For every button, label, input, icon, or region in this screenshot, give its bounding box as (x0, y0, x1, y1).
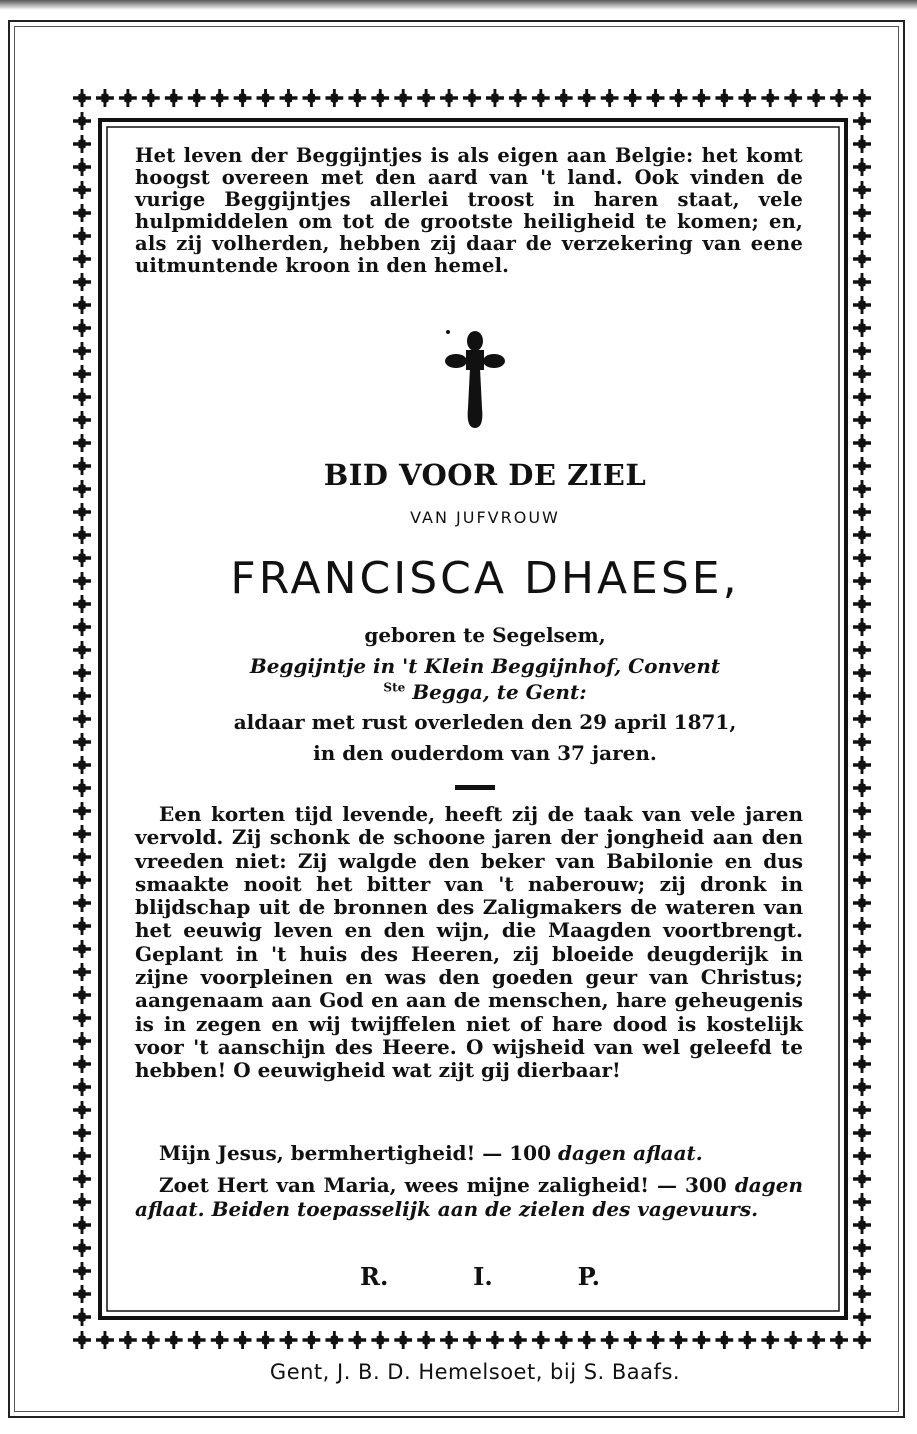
ste-superscript: Ste (383, 680, 406, 695)
border-cross-ornament (830, 89, 848, 107)
rip-p: P. (577, 1262, 600, 1291)
convent-line-2-text: Begga, te Gent: (412, 680, 587, 704)
border-cross-ornament (73, 319, 91, 337)
border-cross-ornament (532, 1331, 550, 1349)
border-cross-ornament (73, 181, 91, 199)
printer-imprint: Gent, J. B. D. Hemelsoet, bij S. Baafs. (269, 1360, 681, 1384)
border-cross-ornament (73, 710, 91, 728)
border-cross-ornament (853, 112, 871, 130)
border-cross-ornament (211, 89, 229, 107)
age-line: in den ouderdom van 37 jaren. (313, 741, 657, 765)
death-line: aldaar met rust overleden den 29 april 1871, (233, 710, 737, 734)
border-cross-ornament (325, 1331, 343, 1349)
border-cross-ornament (73, 411, 91, 429)
ejaculation-1-indulgence: dagen aflaat. (557, 1141, 703, 1165)
border-cross-ornament (73, 1193, 91, 1211)
border-cross-ornament (142, 89, 160, 107)
border-cross-ornament (142, 1331, 160, 1349)
border-cross-ornament (440, 89, 458, 107)
border-cross-ornament (463, 89, 481, 107)
border-cross-ornament (692, 1331, 710, 1349)
border-cross-ornament (853, 1239, 871, 1257)
border-cross-ornament (73, 1078, 91, 1096)
border-cross-ornament (853, 411, 871, 429)
border-cross-ornament (853, 1193, 871, 1211)
border-cross-ornament (853, 434, 871, 452)
border-cross-ornament (257, 1331, 275, 1349)
border-cross-ornament (73, 756, 91, 774)
border-cross-ornament (73, 1009, 91, 1027)
border-cross-ornament (647, 1331, 665, 1349)
border-cross-ornament (601, 1331, 619, 1349)
border-cross-ornament (73, 480, 91, 498)
border-cross-ornament (73, 135, 91, 153)
border-cross-ornament (853, 158, 871, 176)
border-cross-ornament (853, 1009, 871, 1027)
border-cross-ornament (624, 1331, 642, 1349)
border-cross-ornament (73, 917, 91, 935)
border-cross-ornament (417, 89, 435, 107)
ejaculation-2-text: Zoet Hert van Maria, wees mijne zaligheid! — 300 (159, 1173, 727, 1197)
border-cross-ornament (853, 1308, 871, 1326)
border-cross-ornament (73, 342, 91, 360)
border-cross-ornament (555, 89, 573, 107)
border-cross-ornament (73, 825, 91, 843)
border-cross-ornament (417, 1331, 435, 1349)
border-cross-ornament (73, 1032, 91, 1050)
rip (360, 1262, 600, 1291)
border-cross-ornament (302, 1331, 320, 1349)
border-cross-ornament (853, 181, 871, 199)
border-cross-ornament (853, 89, 871, 107)
border-cross-ornament (73, 618, 91, 636)
border-cross-ornament (348, 1331, 366, 1349)
border-cross-ornament (73, 1285, 91, 1303)
border-cross-ornament (119, 89, 137, 107)
border-cross-ornament (73, 1170, 91, 1188)
convent-line-2 (105, 680, 865, 704)
separator-bar (455, 785, 495, 790)
border-cross-ornament (647, 89, 665, 107)
border-cross-ornament (165, 1331, 183, 1349)
border-cross-ornament (853, 779, 871, 797)
border-cross-ornament (853, 1262, 871, 1280)
border-cross-ornament (73, 641, 91, 659)
border-cross-ornament (73, 802, 91, 820)
border-cross-ornament (73, 687, 91, 705)
border-cross-ornament (371, 89, 389, 107)
border-cross-ornament (853, 250, 871, 268)
border-cross-ornament (73, 595, 91, 613)
border-cross-ornament (853, 825, 871, 843)
border-cross-ornament (73, 1055, 91, 1073)
border-cross-ornament (601, 89, 619, 107)
border-cross-ornament (624, 89, 642, 107)
border-cross-ornament (784, 1331, 802, 1349)
rip-r: R. (360, 1262, 389, 1291)
border-cross-ornament (165, 89, 183, 107)
border-cross-ornament (853, 342, 871, 360)
border-cross-ornament (73, 1101, 91, 1119)
border-cross-ornament (73, 940, 91, 958)
border-cross-ornament (325, 89, 343, 107)
border-cross-ornament (73, 1331, 91, 1349)
border-cross-ornament (853, 365, 871, 383)
border-cross-ornament (302, 89, 320, 107)
border-cross-ornament (853, 1101, 871, 1119)
border-cross-ornament (73, 549, 91, 567)
cross-icon (444, 328, 506, 430)
border-cross-ornament (853, 871, 871, 889)
border-cross-ornament (73, 733, 91, 751)
border-cross-ornament (371, 1331, 389, 1349)
border-cross-ornament (73, 204, 91, 222)
border-cross-ornament (73, 273, 91, 291)
border-cross-ornament (73, 434, 91, 452)
border-cross-ornament (830, 1331, 848, 1349)
border-cross-ornament (119, 1331, 137, 1349)
border-cross-ornament (853, 319, 871, 337)
border-cross-ornament (73, 779, 91, 797)
border-cross-ornament (73, 1124, 91, 1142)
border-cross-ornament (853, 273, 871, 291)
border-cross-ornament (509, 1331, 527, 1349)
border-cross-ornament (279, 1331, 297, 1349)
border-cross-ornament (73, 388, 91, 406)
border-cross-ornament (73, 963, 91, 981)
border-cross-ornament (853, 848, 871, 866)
border-cross-ornament (348, 89, 366, 107)
border-cross-ornament (279, 89, 297, 107)
border-cross-ornament (73, 112, 91, 130)
border-cross-ornament (853, 1147, 871, 1165)
border-cross-ornament (761, 1331, 779, 1349)
border-cross-ornament (669, 1331, 687, 1349)
border-cross-ornament (578, 89, 596, 107)
border-cross-ornament (853, 526, 871, 544)
border-cross-ornament (807, 89, 825, 107)
border-cross-ornament (853, 227, 871, 245)
convent-line-1: Beggijntje in 't Klein Beggijnhof, Convent (249, 654, 721, 678)
border-cross-ornament (853, 296, 871, 314)
eulogy-paragraph (135, 803, 803, 1083)
border-cross-ornament (188, 1331, 206, 1349)
border-cross-ornament (73, 158, 91, 176)
border-cross-ornament (738, 1331, 756, 1349)
border-cross-ornament (440, 1331, 458, 1349)
border-cross-ornament (853, 1124, 871, 1142)
border-cross-ornament (578, 1331, 596, 1349)
border-cross-ornament (486, 1331, 504, 1349)
border-cross-ornament (853, 940, 871, 958)
border-cross-ornament (96, 1331, 114, 1349)
border-cross-ornament (486, 89, 504, 107)
border-cross-ornament (807, 1331, 825, 1349)
border-cross-ornament (96, 89, 114, 107)
intro-paragraph: Het leven der Beggijntjes is als eigen aan Belgie: het komt hoogst overeen met den aard van 't land. Ook vinden de vurige Beggijntjes allerlei troost in haren staat, vele hulpmiddelen om tot de grootste heiligheid te komen; en, als zij volherden, hebben zij daar de verzekering van eene uitmuntende kroon in den hemel. (135, 144, 803, 277)
border-cross-ornament (73, 894, 91, 912)
border-cross-ornament (853, 204, 871, 222)
border-cross-ornament (853, 1170, 871, 1188)
border-cross-ornament (738, 89, 756, 107)
border-cross-ornament (73, 89, 91, 107)
border-cross-ornament (73, 848, 91, 866)
border-cross-ornament (73, 457, 91, 475)
border-cross-ornament (73, 526, 91, 544)
border-cross-ornament (188, 89, 206, 107)
ejaculation-2 (135, 1173, 803, 1221)
border-cross-ornament (853, 917, 871, 935)
border-cross-ornament (73, 1147, 91, 1165)
border-cross-ornament (669, 89, 687, 107)
birth-line: geboren te Segelsem, (364, 623, 606, 647)
border-cross-ornament (853, 963, 871, 981)
border-cross-ornament (715, 89, 733, 107)
eulogy-text: Een korten tijd levende, heeft zij de taak van vele jaren vervold. Zij schonk de schoone jaren der jongheid aan den vreeden niet: Zij walgde den beker van Babilonie en dus smaakte nooit het bitter van 't naberouw; zij dronk in blijdschap uit de bronnen des Zaligmakers de wateren van het eeuwig leven en den wijn, die Maagden voortbrengt. Geplant in 't huis des Heeren, zij bloeide deugderijk in zijne voorpleinen en was den goeden geur van Christus; aangenaam aan God en aan de menschen, hare geheugenis is in zegen en wij twijffelen niet of hare dood is kostelijk voor 't aanschijn des Heere. O wijsheid van wel geleefd te hebben! O eeuwigheid wat zijt gij dierbaar! (135, 802, 803, 1083)
border-cross-ornament (784, 89, 802, 107)
border-cross-ornament (234, 1331, 252, 1349)
border-cross-ornament (234, 89, 252, 107)
border-cross-ornament (257, 89, 275, 107)
border-cross-ornament (73, 664, 91, 682)
border-cross-ornament (853, 1285, 871, 1303)
border-cross-ornament (73, 572, 91, 590)
border-cross-ornament (73, 250, 91, 268)
border-cross-ornament (73, 296, 91, 314)
border-cross-ornament (761, 89, 779, 107)
border-cross-ornament (73, 1239, 91, 1257)
border-cross-ornament (853, 802, 871, 820)
border-cross-ornament (394, 1331, 412, 1349)
border-cross-ornament (853, 135, 871, 153)
border-cross-ornament (73, 1262, 91, 1280)
border-cross-ornament (853, 986, 871, 1004)
border-cross-ornament (532, 89, 550, 107)
ejaculation-1 (135, 1141, 803, 1165)
border-cross-ornament (394, 89, 412, 107)
ejaculation-1-text: Mijn Jesus, bermhertigheid! — 100 (159, 1141, 551, 1165)
border-cross-ornament (73, 503, 91, 521)
ejaculation-2-indulgence: dagen aflaat. Beiden toepasselijk aan de zielen des vagevuurs. (135, 1173, 804, 1221)
border-cross-ornament (211, 1331, 229, 1349)
rip-i: I. (473, 1262, 493, 1291)
border-cross-ornament (73, 1216, 91, 1234)
border-cross-ornament (853, 1331, 871, 1349)
border-cross-ornament (73, 227, 91, 245)
border-cross-ornament (853, 1032, 871, 1050)
prayer-title: BID VOOR DE ZIEL (323, 458, 647, 492)
border-cross-ornament (853, 894, 871, 912)
border-cross-ornament (692, 89, 710, 107)
border-cross-ornament (509, 89, 527, 107)
border-cross-ornament (73, 365, 91, 383)
border-cross-ornament (73, 986, 91, 1004)
border-cross-ornament (555, 1331, 573, 1349)
border-cross-ornament (73, 1308, 91, 1326)
border-cross-ornament (853, 1055, 871, 1073)
deceased-name: FRANCISCA DHAESE, (230, 553, 740, 604)
border-cross-ornament (853, 1078, 871, 1096)
border-cross-ornament (73, 871, 91, 889)
border-cross-ornament (715, 1331, 733, 1349)
border-cross-ornament (463, 1331, 481, 1349)
title-prefix: VAN JUFVROUW (410, 508, 560, 527)
border-cross-ornament (853, 1216, 871, 1234)
border-cross-ornament (853, 388, 871, 406)
